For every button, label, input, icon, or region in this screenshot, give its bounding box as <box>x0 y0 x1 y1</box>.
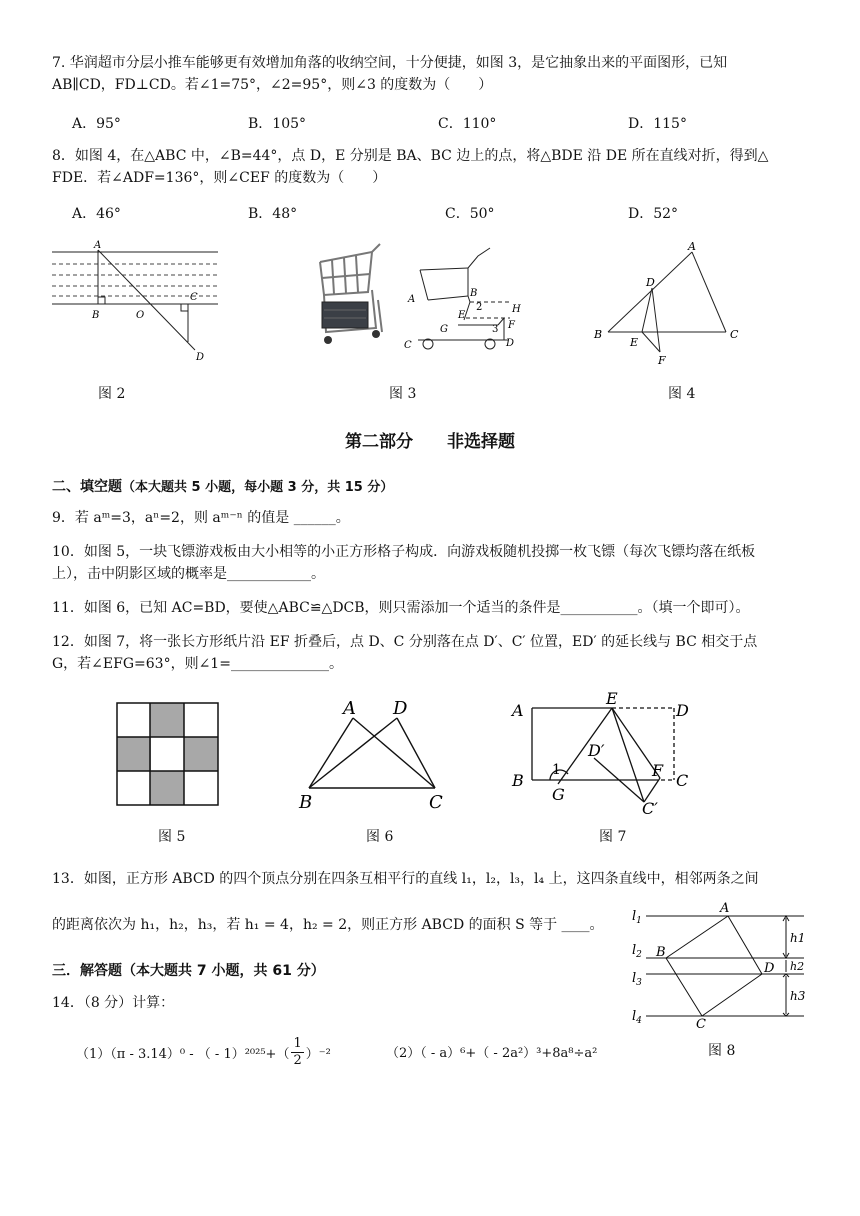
figure-6 <box>295 690 455 815</box>
figure-5 <box>116 702 222 808</box>
fig8-label-d: D <box>764 961 775 976</box>
question-7 <box>52 52 812 96</box>
fig3-label-e: E <box>458 310 466 321</box>
figure-2-caption: 图 2 <box>98 386 126 402</box>
fig7-label-b: B <box>512 771 524 790</box>
fig7-label-f: F <box>652 761 664 780</box>
fig3-label-b: B <box>470 288 478 299</box>
question-12 <box>52 631 812 675</box>
question-10 <box>52 541 812 585</box>
q8-line2: FDE．若∠ADF=136°，则∠CEF 的度数为（ ） <box>52 170 387 186</box>
fig7-label-e: E <box>606 689 618 708</box>
figure-4 <box>590 240 750 370</box>
fig2-label-a: A <box>94 240 102 251</box>
q7-option-b: B．105° <box>248 116 307 132</box>
section-2-title: 二、填空题 <box>52 479 122 495</box>
fig2-label-o: O <box>136 310 145 321</box>
fig4-label-a: A <box>688 240 696 253</box>
fig7-label-a: A <box>512 701 524 720</box>
figure-2 <box>50 238 230 368</box>
q7-option-a: A．95° <box>72 116 121 132</box>
q7-line1: 7. 华润超市分层小推车能够更有效增加角落的收纳空间，十分便捷，如图 3，是它抽象出来的平面图形，已知 <box>52 55 728 71</box>
section-3-title: 三．解答题（本大题共 7 小题，共 61 分） <box>52 963 325 979</box>
fig8-label-h3: h3 <box>790 989 806 1003</box>
fig6-label-c: C <box>429 792 443 813</box>
figure-8-caption: 图 8 <box>708 1043 736 1059</box>
part-2-title: 第二部分 非选择题 <box>345 432 515 452</box>
fig3-label-2: 2 <box>476 302 483 313</box>
q8-option-b: B．48° <box>248 206 298 222</box>
q14-part1 <box>76 1036 331 1069</box>
fig7-label-d-prime: D′ <box>588 741 605 760</box>
q14-part2: （2）（ - a）⁶+（ - 2a²）³+8a⁸÷a² <box>386 1046 598 1061</box>
fig8-label-l3: $l_3$ <box>632 971 642 988</box>
fig8-label-l4: $l_4$ <box>632 1009 642 1026</box>
q14-fraction <box>291 1036 303 1069</box>
figure-5-caption: 图 5 <box>158 829 186 845</box>
q7-line2: AB∥CD，FD⊥CD。若∠1=75°，∠2=95°，则∠3 的度数为（ ） <box>52 77 493 93</box>
figure-3 <box>398 240 538 355</box>
question-9: 9．若 aᵐ=3，aⁿ=2，则 aᵐ⁻ⁿ 的值是 ______。 <box>52 510 350 526</box>
fig3-label-g: G <box>440 324 448 335</box>
question-8 <box>52 145 812 189</box>
q8-option-d: D．52° <box>628 206 679 222</box>
fig3-label-f: F <box>508 320 515 331</box>
fig8-label-b: B <box>656 945 666 960</box>
fig3-label-h: H <box>512 304 521 315</box>
q14-p1-prefix: （1）（π - 3.14）⁰ - （ - 1）²⁰²⁵+（ <box>76 1047 290 1062</box>
q12-line2: G，若∠EFG=63°，则∠1=______________。 <box>52 656 343 672</box>
section-2-heading <box>52 476 393 496</box>
fig8-label-c: C <box>696 1017 706 1028</box>
q14-p1-suffix: ）⁻² <box>305 1047 331 1062</box>
section-2-note: （本大题共 5 小题，每小题 3 分，共 15 分） <box>122 480 394 495</box>
fig7-label-c-prime: C′ <box>642 799 658 818</box>
fig7-label-d: D <box>676 701 689 720</box>
fig7-label-1: 1 <box>552 762 561 778</box>
fig6-label-a: A <box>343 698 356 719</box>
figure-6-caption: 图 6 <box>366 829 394 845</box>
question-13-line1: 13．如图，正方形 ABCD 的四个顶点分别在四条互相平行的直线 l₁，l₂，l₃，l₄ 上，这四条直线中，相邻两条之间 <box>52 871 759 887</box>
q7-option-d: D．115° <box>628 116 687 132</box>
fig4-label-d: D <box>646 276 655 289</box>
fig3-label-c: C <box>404 340 412 351</box>
fig4-label-b: B <box>594 328 603 341</box>
fig8-label-h1: h1 <box>790 931 806 945</box>
fig6-label-d: D <box>393 698 408 719</box>
fig8-label-a: A <box>720 901 730 916</box>
question-11: 11．如图 6，已知 AC=BD，要使△ABC≌△DCB，则只需添加一个适当的条件是___________。（填一个即可）。 <box>52 600 750 616</box>
q14-fraction-denominator: 2 <box>293 1053 302 1068</box>
fig8-label-l2: $l_2$ <box>632 943 642 960</box>
q12-line1: 12．如图 7，将一张长方形纸片沿 EF 折叠后，点 D、C 分别落在点 D′、C′ 位置，ED′ 的延长线与 BC 相交于点 <box>52 634 758 650</box>
q10-line2: 上），击中阴影区域的概率是____________。 <box>52 566 325 582</box>
fig2-label-d: D <box>196 352 205 363</box>
fig4-label-f: F <box>658 354 666 367</box>
fig8-label-h2: h2 <box>790 960 805 973</box>
q10-line1: 10．如图 5，一块飞镖游戏板由大小相等的小正方形格子构成．向游戏板随机投掷一枚飞镖（每次飞镖均落在纸板 <box>52 544 756 560</box>
fig3-label-d: D <box>506 338 515 349</box>
figure-4-caption: 图 4 <box>668 386 696 402</box>
q8-option-a: A．46° <box>72 206 121 222</box>
fig4-label-c: C <box>730 328 739 341</box>
fig3-label-a: A <box>408 294 416 305</box>
figure-7-caption: 图 7 <box>599 829 627 845</box>
figure-7 <box>508 688 698 818</box>
fig2-label-c: C <box>190 292 198 303</box>
fig3-label-3: 3 <box>492 324 499 335</box>
fig7-label-g: G <box>552 785 565 804</box>
q8-line1: 8．如图 4，在△ABC 中，∠B=44°，点 D，E 分别是 BA、BC 边上的点，将△BDE 沿 DE 所在直线对折，得到△ <box>52 148 769 164</box>
fig4-label-e: E <box>630 336 639 349</box>
fig6-label-b: B <box>299 792 313 813</box>
q8-option-c: C．50° <box>445 206 495 222</box>
q14-fraction-numerator: 1 <box>293 1036 302 1051</box>
fig7-label-c: C <box>676 771 689 790</box>
fig2-label-b: B <box>92 310 100 321</box>
q7-option-c: C．110° <box>438 116 497 132</box>
fig8-label-l1: $l_1$ <box>632 909 642 926</box>
question-13-line2: 的距离依次为 h₁，h₂，h₃，若 h₁ = 4，h₂ = 2，则正方形 ABCD 的面积 S 等于 ____。 <box>52 917 604 933</box>
cart-photo <box>310 240 400 350</box>
figure-3-caption: 图 3 <box>389 386 417 402</box>
question-14-title: 14．（8 分）计算： <box>52 995 175 1011</box>
